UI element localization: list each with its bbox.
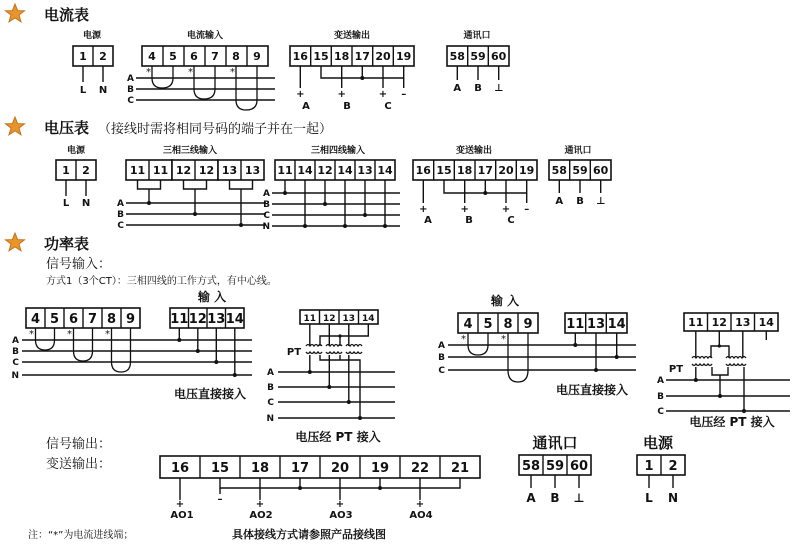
terminal-label: 6 bbox=[68, 312, 79, 327]
terminal-label: 58 bbox=[449, 50, 465, 63]
sign-label: + bbox=[501, 204, 511, 215]
line-label: C bbox=[657, 407, 664, 417]
terminal-label: 20 bbox=[330, 461, 350, 476]
channel-label: B bbox=[343, 101, 351, 112]
terminal-label: 1 bbox=[79, 50, 87, 63]
star-mark: * bbox=[146, 67, 151, 78]
sign-label: – bbox=[401, 89, 407, 100]
star-mark: * bbox=[188, 67, 193, 78]
terminal-label: 2 bbox=[668, 459, 678, 474]
wire-label: L bbox=[79, 85, 87, 96]
voltmeter-transmit-output bbox=[413, 144, 537, 226]
sign-label: – bbox=[524, 204, 530, 215]
sign-label: + bbox=[255, 499, 265, 510]
terminal-label: 12 bbox=[323, 314, 336, 324]
terminal-label: 12 bbox=[188, 312, 207, 327]
terminal-label: 12 bbox=[175, 164, 192, 177]
terminal-label: 12 bbox=[317, 164, 333, 177]
star-mark: * bbox=[29, 329, 34, 340]
wire-label: B bbox=[474, 83, 482, 94]
terminal-label: 11 bbox=[152, 164, 169, 177]
terminal-label: 13 bbox=[357, 164, 373, 177]
terminal-label: 20 bbox=[375, 50, 391, 63]
voltmeter-comm-port bbox=[549, 144, 611, 207]
channel-label: A bbox=[302, 101, 310, 112]
terminal-label: 14 bbox=[297, 164, 313, 177]
wire-label: A bbox=[555, 196, 564, 207]
star-mark: * bbox=[501, 334, 506, 345]
line-label: B bbox=[117, 210, 124, 220]
terminal-label: 9 bbox=[125, 312, 136, 327]
transmit-caption: 变送输出 bbox=[333, 31, 371, 41]
terminal-label: 5 bbox=[169, 50, 177, 63]
three-wire-input bbox=[117, 144, 266, 231]
terminal-label: 58 bbox=[521, 459, 541, 474]
wire-label: ⊥ bbox=[596, 196, 606, 207]
right-direct-caption: 电压直接接入 bbox=[555, 383, 629, 397]
power-caption: 电源 bbox=[66, 146, 86, 156]
terminal-label: 18 bbox=[457, 164, 473, 177]
pt-label: PT bbox=[286, 347, 302, 358]
voltmeter-section bbox=[6, 117, 612, 232]
line-label: A bbox=[12, 336, 19, 346]
terminal-label: 14 bbox=[607, 317, 626, 332]
terminal-label: 11 bbox=[129, 164, 146, 177]
wire-label: N bbox=[98, 85, 108, 96]
wattmeter-title: 功率表 bbox=[44, 235, 90, 253]
wattmeter-section bbox=[6, 233, 791, 521]
terminal-label: 11 bbox=[688, 316, 704, 329]
terminal-label: 16 bbox=[292, 50, 308, 63]
terminal-label: 9 bbox=[253, 50, 261, 63]
terminal-label: 13 bbox=[221, 164, 238, 177]
voltmeter-power-block bbox=[56, 144, 96, 209]
current-input-caption: 电流输入 bbox=[186, 31, 224, 41]
terminal-label: 16 bbox=[415, 164, 431, 177]
line-label: B bbox=[263, 200, 270, 210]
sign-label: – bbox=[217, 494, 223, 505]
terminal-label: 7 bbox=[87, 312, 98, 327]
terminal-label: 6 bbox=[190, 50, 198, 63]
right-pt-diagram bbox=[657, 313, 790, 429]
terminal-label: 17 bbox=[477, 164, 493, 177]
line-label: A bbox=[127, 74, 134, 84]
terminal-label: 19 bbox=[519, 164, 535, 177]
footer-reference: 具体接线方式请参照产品接线图 bbox=[232, 528, 386, 541]
right-direct-diagram bbox=[438, 293, 636, 397]
terminal-label: 16 bbox=[170, 461, 190, 476]
channel-label: C bbox=[507, 215, 515, 226]
terminal-label: 11 bbox=[277, 164, 293, 177]
terminal-label: 15 bbox=[436, 164, 452, 177]
terminal-label: 1 bbox=[62, 164, 70, 177]
terminal-label: 14 bbox=[362, 314, 375, 324]
terminal-label: 13 bbox=[586, 317, 606, 332]
line-label: C bbox=[267, 398, 274, 408]
channel-label: A bbox=[424, 215, 432, 226]
sign-label: + bbox=[419, 204, 428, 215]
terminal-label: 5 bbox=[49, 312, 60, 327]
voltmeter-note: （接线时需将相同号码的端子并在一起） bbox=[98, 122, 333, 137]
channel-label: B bbox=[465, 215, 473, 226]
line-label: C bbox=[438, 366, 445, 376]
terminal-label: 18 bbox=[334, 50, 350, 63]
sign-label: + bbox=[378, 89, 388, 100]
terminal-label: 19 bbox=[370, 461, 390, 476]
ammeter-current-input bbox=[127, 29, 275, 110]
terminal-label: 4 bbox=[148, 50, 156, 63]
wire-label: A bbox=[526, 491, 536, 505]
terminal-label: 8 bbox=[503, 317, 513, 332]
mode-line: 方式1（3个CT）：三相四线的工作方式，有中心线。 bbox=[46, 276, 277, 287]
terminal-label: 12 bbox=[198, 164, 215, 177]
input-caption: 输 入 bbox=[197, 290, 227, 304]
ammeter-power-block bbox=[73, 29, 113, 96]
terminal-label: 15 bbox=[313, 50, 329, 63]
line-label: B bbox=[267, 383, 274, 393]
terminal-label: 4 bbox=[463, 317, 473, 332]
ammeter-power-caption: 电源 bbox=[82, 31, 102, 41]
line-label: A bbox=[117, 199, 124, 209]
terminal-label: 58 bbox=[551, 164, 567, 177]
terminal-label: 5 bbox=[483, 317, 493, 332]
star-mark: * bbox=[230, 67, 235, 78]
wattmeter-comm-port bbox=[519, 434, 591, 505]
line-label: N bbox=[262, 222, 270, 232]
line-label: C bbox=[127, 96, 134, 106]
terminal-label: 13 bbox=[342, 314, 356, 324]
comm-caption: 通讯口 bbox=[463, 31, 491, 41]
star-mark: * bbox=[67, 329, 72, 340]
line-label: C bbox=[12, 358, 19, 368]
wire-label: B bbox=[550, 491, 560, 505]
ammeter-title: 电流表 bbox=[44, 6, 90, 24]
wire-label: N bbox=[81, 198, 91, 209]
comm-caption: 通讯口 bbox=[564, 146, 592, 156]
terminal-label: 59 bbox=[470, 50, 486, 63]
line-label: B bbox=[438, 353, 445, 363]
ao-label: AO1 bbox=[170, 510, 194, 521]
terminal-label: 22 bbox=[410, 461, 430, 476]
four-wire-input bbox=[262, 144, 400, 232]
ao-label: AO3 bbox=[329, 510, 353, 521]
power-caption: 电源 bbox=[642, 434, 674, 452]
line-label: A bbox=[438, 341, 445, 351]
footer-note: 注：“*”为电流进线端； bbox=[28, 530, 134, 541]
star-mark: * bbox=[105, 329, 110, 340]
ammeter-section bbox=[6, 4, 510, 112]
ammeter-comm-port bbox=[447, 29, 509, 94]
terminal-label: 9 bbox=[523, 317, 533, 332]
terminal-label: 14 bbox=[337, 164, 353, 177]
terminal-label: 14 bbox=[758, 316, 774, 329]
terminal-label: 13 bbox=[207, 312, 226, 327]
signal-output-label: 信号输出： bbox=[46, 437, 112, 452]
terminal-label: 17 bbox=[354, 50, 370, 63]
terminal-label: 15 bbox=[210, 461, 230, 476]
channel-label: C bbox=[384, 101, 392, 112]
star-icon bbox=[6, 4, 25, 22]
voltmeter-title: 电压表 bbox=[44, 119, 90, 137]
line-label: A bbox=[657, 376, 664, 386]
line-label: C bbox=[263, 211, 270, 221]
terminal-label: 1 bbox=[644, 459, 654, 474]
terminal-label: 21 bbox=[450, 461, 470, 476]
star-icon bbox=[6, 233, 25, 251]
left-direct-diagram bbox=[11, 289, 252, 401]
ao-label: AO4 bbox=[409, 510, 433, 521]
terminal-label: 60 bbox=[569, 459, 589, 474]
pt-caption: 电压经 PT 接入 bbox=[689, 415, 775, 429]
star-icon bbox=[6, 117, 25, 135]
terminal-label: 11 bbox=[566, 317, 585, 332]
pt-caption: 电压经 PT 接入 bbox=[295, 430, 381, 444]
terminal-label: 8 bbox=[106, 312, 117, 327]
transmit-output-block bbox=[160, 456, 480, 521]
sign-label: + bbox=[460, 204, 469, 215]
four-wire-caption: 三相四线输入 bbox=[310, 146, 366, 156]
terminal-label: 18 bbox=[250, 461, 270, 476]
line-label: N bbox=[11, 371, 19, 381]
signal-input-label: 信号输入： bbox=[46, 257, 112, 272]
wire-label: N bbox=[667, 491, 679, 505]
pt-label: PT bbox=[668, 364, 684, 375]
sign-label: + bbox=[296, 89, 305, 100]
line-label: A bbox=[263, 189, 270, 199]
sign-label: + bbox=[337, 89, 346, 100]
right-input-caption: 输 入 bbox=[490, 294, 520, 308]
terminal-label: 19 bbox=[396, 50, 412, 63]
terminal-label: 17 bbox=[290, 461, 310, 476]
terminal-label: 20 bbox=[498, 164, 514, 177]
terminal-label: 13 bbox=[244, 164, 261, 177]
terminal-label: 7 bbox=[211, 50, 219, 63]
line-label: N bbox=[266, 414, 274, 424]
wire-label: A bbox=[453, 83, 462, 94]
line-label: B bbox=[657, 392, 664, 402]
line-label: B bbox=[127, 85, 134, 95]
direct-caption: 电压直接接入 bbox=[173, 387, 247, 401]
terminal-label: 60 bbox=[593, 164, 609, 177]
terminal-label: 59 bbox=[545, 459, 565, 474]
terminal-label: 8 bbox=[232, 50, 240, 63]
terminal-label: 13 bbox=[735, 316, 751, 329]
wire-label: L bbox=[62, 198, 70, 209]
terminal-label: 11 bbox=[170, 312, 189, 327]
terminal-label: 14 bbox=[377, 164, 393, 177]
wattmeter-power-block bbox=[637, 434, 685, 505]
comm-caption: 通讯口 bbox=[532, 434, 578, 452]
terminal-label: 12 bbox=[711, 316, 727, 329]
wire-label: B bbox=[576, 196, 584, 207]
transmit-output-label: 变送输出： bbox=[46, 457, 112, 472]
terminal-label: 2 bbox=[99, 50, 107, 63]
left-pt-diagram bbox=[266, 310, 395, 444]
terminal-label: 14 bbox=[225, 312, 244, 327]
line-label: A bbox=[267, 368, 274, 378]
sign-label: + bbox=[415, 499, 425, 510]
line-label: C bbox=[117, 221, 124, 231]
wire-label: L bbox=[645, 491, 653, 505]
line-label: B bbox=[12, 347, 19, 357]
wire-label: ⊥ bbox=[494, 83, 504, 94]
ao-label: AO2 bbox=[249, 510, 273, 521]
terminal-label: 59 bbox=[572, 164, 588, 177]
terminal-label: 4 bbox=[30, 312, 41, 327]
sign-label: + bbox=[335, 499, 345, 510]
sign-label: + bbox=[175, 499, 185, 510]
transmit-caption: 变送输出 bbox=[455, 146, 493, 156]
terminal-label: 11 bbox=[303, 314, 317, 324]
wire-label: ⊥ bbox=[573, 491, 585, 505]
terminal-label: 2 bbox=[82, 164, 90, 177]
three-wire-caption: 三相三线输入 bbox=[162, 146, 218, 156]
terminal-label: 60 bbox=[491, 50, 507, 63]
star-mark: * bbox=[461, 334, 466, 345]
ammeter-transmit-output bbox=[290, 29, 414, 112]
